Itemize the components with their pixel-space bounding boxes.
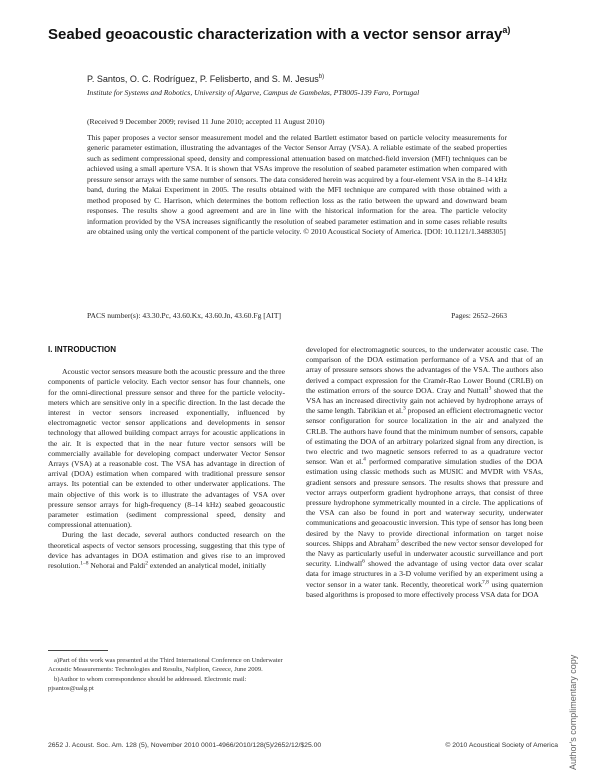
citation-ref: 6	[362, 558, 365, 565]
citation-ref: 2	[145, 560, 149, 567]
citation-ref: 1–8	[80, 560, 89, 567]
paper-title	[48, 26, 518, 43]
footnote-b: b)Author to whom correspondence should be addressed. Electronic mail: pjsantos@ualg.pt	[48, 675, 247, 692]
intro-p2-text-c: extended an analytical model, initially	[148, 561, 267, 571]
section-heading: I. INTRODUCTION	[48, 345, 116, 354]
right-text-1: developed for electromagnetic sources, to the underwater acoustic case. The comparison of the DOA estimation performance of a VSA and that of an array of pressure sensors shows the advantages of the VSA. The authors also derived a compact expression for the Cramér-Rao Lower Bound (CRLB) on the estimation errors of the source DOA. Cray and Nuttall	[306, 345, 543, 395]
intro-p2-text-a: During the last decade, several authors conducted research on the theoretical aspects of vector sensors processing, suggesting that this type of device has advantages in DOA estimation and gives rise to an improved resolution.	[48, 530, 285, 571]
right-column	[306, 345, 543, 600]
page-range: Pages: 2652–2663	[451, 311, 507, 320]
right-text-3: proposed an efficient electromagnetic vector sensor configuration for source localization in the air and analyzed the CRLB. The authors have found that the minimum number of sensors, capable of estimating the DOA of an arbitrary polarized signal from any direction, is two electric and two magnetic sensors referred to as a quadrature vector sensor. Wan et al.	[306, 406, 543, 467]
pacs-line	[87, 311, 507, 320]
side-watermark: Author's complimentary copy	[568, 654, 578, 770]
citation-ref: 7,8	[482, 579, 489, 586]
right-text-6: showed the advantage of using vector data over scalar data for image structures in a 3-D volume verified by an experiment using a vector sensor in a water tank. Recently, theoretical work	[306, 559, 543, 589]
footer-journal-info: 2652 J. Acoust. Soc. Am. 128 (5), November 2010 0001-4966/2010/128(5)/2652/12/$25.00	[48, 742, 322, 749]
footer-copyright: © 2010 Acoustical Society of America	[445, 742, 558, 749]
intro-paragraph-1: Acoustic vector sensors measure both the acoustic pressure and the three components of particle velocity. Each vector sensor has four channels, one for the omni-directional pressure sensor and three for the particle velocity-meters which are sensitive only in a specific direction. In the last decade the interest in vector sensors increased exponentially, influenced by electromagnetic vector sensor applications and developments in sensor technology that allowed building compact arrays for acoustic applications in the air. It is expected that in the near future vector sensors will be commercially available for developing compact underwater Vector Sensor Arrays (VSA) at a reasonable cost. The VSA has advantage in direction of arrival (DOA) estimation when compared with traditional pressure sensor arrays. Its potential can be extended to other underwater applications. The main objective of this work is to illustrate the advantages of VSA over pressure sensor arrays for high-frequency (8–14 kHz) seabed geoacoustic parameter estimation (sediment compressional speed, density and compressional attenuation).	[48, 367, 285, 530]
citation-ref: 5	[396, 538, 400, 545]
intro-p2-text-b: Nehorai and Paldi	[88, 561, 146, 571]
title-text: Seabed geoacoustic characterization with a vector sensor array	[48, 26, 503, 43]
right-text-7: using quaternion based algorithms is proposed to more effectively process VSA data for DOA	[306, 579, 543, 599]
author-list	[87, 74, 324, 84]
right-text-2: showed that the VSA has an increased directivity gain not achieved by hydrophone arrays of the same length. Tabrikian et al.	[306, 385, 544, 416]
author-footnote-marker: b)	[318, 74, 325, 80]
right-text-5: described the new vector sensor developed for the Navy as particularly useful in underwater acoustic surveillance and port security. Lindwall	[306, 538, 543, 569]
footnote-divider	[48, 650, 108, 651]
left-column	[48, 345, 285, 571]
received-dates: (Received 9 December 2009; revised 11 June 2010; accepted 11 August 2010)	[87, 117, 325, 126]
right-text-4: performed comparative simulation studies of the DOA estimation using classic methods such as MUSIC and MVDR with VSAs, gradient sensors and pressure sensors. The results shows that pressure and vector arrays outperform gradient hydrophone arrays, that consist of three pressure hydrophone symmetrically mounted in a circle. The applications of the VSA can also be found in port and waterway security, underwater communications and geoacoustic inversion. This type of sensor has long been desired by the Navy to provide directional information on target noise sources. Shipps and Abraham	[306, 457, 544, 548]
intro-paragraph-continued	[306, 345, 543, 600]
authors-text: P. Santos, O. C. Rodríguez, P. Felisberto, and S. M. Jesus	[87, 74, 319, 84]
affiliation: Institute for Systems and Robotics, University of Algarve, Campus de Gambelas, PT8005-139 Faro, Portugal	[87, 88, 420, 97]
title-footnote-marker: a)	[502, 25, 511, 35]
citation-ref: 3	[403, 405, 406, 412]
pacs-numbers: PACS number(s): 43.30.Pc, 43.60.Kx, 43.60.Jn, 43.60.Fg [AIT]	[87, 311, 281, 320]
citation-ref: 4	[363, 456, 366, 463]
abstract: This paper proposes a vector sensor measurement model and the related Bartlett estimator based on particle velocity measurements for generic parameter estimation, illustrating the advantages of the Vector Sensor Array (VSA). A reliable estimate of the seabed properties such as sediment compressional speed, density and compressional attenuation based on matched-field inversion (MFI) techniques can be achieved using a small aperture VSA. It is shown that VSAs improve the resolution of seabed parameter estimation when compared with pressure sensor arrays with the same number of sensors. The data considered herein was acquired by a four-element VSA in the 8–14 kHz band, during the Makai Experiment in 2005. The results obtained with the MFI technique are compared with those obtained with a method proposed by C. Harrison, which determines the bottom reflection loss as the ratio between the upward and downward beam responses. The results show a good agreement and are in line with the historical information for the area. The particle velocity information provided by the VSA increases significantly the resolution of seabed parameter estimation and in some cases reliable results are obtained using only the vertical component of the particle velocity. © 2010 Acoustical Society of America. [DOI: 10.1121/1.3488305]	[87, 133, 507, 237]
footnote-a: a)Part of this work was presented at the Third International Conference on Underwater Acoustic Measurements: Technologies and Results, Nafplion, Greece, June 2009.	[48, 657, 283, 674]
intro-paragraph-2	[48, 530, 285, 571]
footnotes	[48, 656, 285, 693]
citation-ref: 3	[488, 385, 492, 392]
